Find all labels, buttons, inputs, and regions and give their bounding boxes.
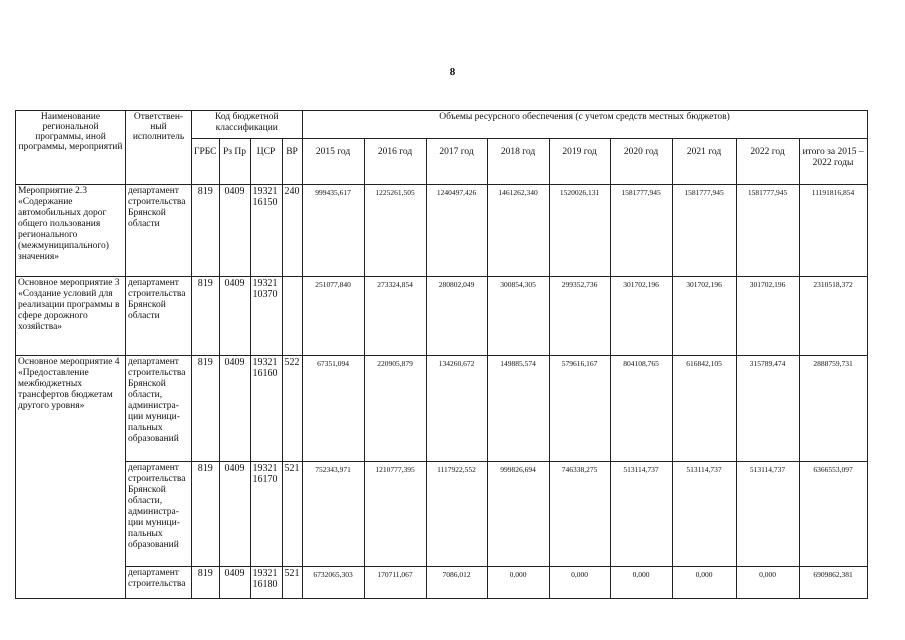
row-grbs: 819	[192, 185, 220, 277]
row-value-2022: 301702,196	[736, 277, 799, 356]
table-row	[16, 185, 868, 277]
header-code-rzpr: Рз Пр	[219, 139, 250, 185]
row-value-2019: 579616,167	[549, 356, 610, 462]
row-value-2016: 1225261,505	[364, 185, 426, 277]
row-value-2015: 6732065,303	[302, 567, 364, 599]
row-value-2015: 999435,617	[302, 185, 364, 277]
header-year-2021: 2021 год	[672, 139, 736, 185]
row-resp: департамент строительства Брянской области, администра-ции муници-пальных образований	[126, 462, 192, 567]
row-value-2017: 134260,672	[426, 356, 487, 462]
row-vr	[282, 277, 302, 356]
row-total: 2310518,372	[799, 277, 867, 356]
row-resp: департамент строительства	[126, 567, 192, 599]
row-rzpr: 0409	[219, 185, 250, 277]
row-value-2016: 220905,879	[364, 356, 426, 462]
row-name: Мероприятие 2.3 «Содержание автомобильных дорог общего пользования регионального (межмуниципального) значения»	[16, 185, 126, 277]
row-vr: 522	[282, 356, 302, 462]
header-code-csr: ЦСР	[250, 139, 282, 185]
row-total: 6909862,381	[799, 567, 867, 599]
row-value-2021: 0,000	[672, 567, 736, 599]
row-csr: 19321 16150	[250, 185, 282, 277]
row-value-2020: 301702,196	[610, 277, 672, 356]
row-resp: департамент строительства Брянской области	[126, 277, 192, 356]
row-csr: 19321 16180	[250, 567, 282, 599]
row-value-2017: 1240497,426	[426, 185, 487, 277]
row-value-2019: 1520026,131	[549, 185, 610, 277]
row-csr: 19321 16160	[250, 356, 282, 462]
header-year-2016: 2016 год	[364, 139, 426, 185]
header-year-2019: 2019 год	[549, 139, 610, 185]
header-code-grbs: ГРБС	[192, 139, 220, 185]
row-value-2021: 616842,105	[672, 356, 736, 462]
row-value-2022: 1581777,945	[736, 185, 799, 277]
row-value-2016: 170711,067	[364, 567, 426, 599]
table-row	[16, 567, 868, 599]
row-grbs: 819	[192, 277, 220, 356]
row-grbs: 819	[192, 356, 220, 462]
row-value-2018: 999826,694	[487, 462, 549, 567]
header-resp-col: Ответствен-ный исполнитель	[126, 111, 192, 185]
row-value-2015: 752343,971	[302, 462, 364, 567]
header-year-2020: 2020 год	[610, 139, 672, 185]
row-value-2015: 67351,094	[302, 356, 364, 462]
row-value-2016: 273324,854	[364, 277, 426, 356]
row-grbs: 819	[192, 567, 220, 599]
row-rzpr: 0409	[219, 356, 250, 462]
row-value-2018: 149885,574	[487, 356, 549, 462]
row-name: Основное мероприятие 3 «Создание условий для реализации программы в сфере дорожного хозяйства»	[16, 277, 126, 356]
header-volume-group: Объемы ресурсного обеспечения (с учетом средств местных бюджетов)	[302, 111, 867, 139]
header-total: итого за 2015 – 2022 годы	[799, 139, 867, 185]
row-total: 2888759,731	[799, 356, 867, 462]
row-value-2020: 513114,737	[610, 462, 672, 567]
row-rzpr: 0409	[219, 277, 250, 356]
header-name-col: Наименование региональной программы, иной программы, мероприятий	[16, 111, 126, 185]
row-value-2019: 746338,275	[549, 462, 610, 567]
row-rzpr: 0409	[219, 462, 250, 567]
header-year-2022: 2022 год	[736, 139, 799, 185]
row-value-2020: 804108,765	[610, 356, 672, 462]
row-value-2017: 280802,049	[426, 277, 487, 356]
row-value-2020: 0,000	[610, 567, 672, 599]
row-total: 11191816,854	[799, 185, 867, 277]
row-value-2018: 300854,305	[487, 277, 549, 356]
row-name: Основное мероприятие 4 «Предоставление межбюджетных трансфертов бюджетам другого уровня»	[16, 356, 126, 599]
row-value-2019: 0,000	[549, 567, 610, 599]
row-value-2018: 1461262,340	[487, 185, 549, 277]
row-value-2019: 299352,736	[549, 277, 610, 356]
row-value-2015: 251077,840	[302, 277, 364, 356]
page-number: 8	[449, 66, 456, 78]
header-year-2018: 2018 год	[487, 139, 549, 185]
row-value-2017: 1117922,552	[426, 462, 487, 567]
budget-table	[15, 110, 868, 599]
row-value-2021: 301702,196	[672, 277, 736, 356]
header-year-2015: 2015 год	[302, 139, 364, 185]
table-row	[16, 356, 868, 462]
row-rzpr: 0409	[219, 567, 250, 599]
row-resp: департамент строительства Брянской области, администра-ции муници-пальных образований	[126, 356, 192, 462]
row-total: 6366553,097	[799, 462, 867, 567]
row-grbs: 819	[192, 462, 220, 567]
row-value-2022: 0,000	[736, 567, 799, 599]
row-csr: 19321 10370	[250, 277, 282, 356]
header-code-vr: ВР	[282, 139, 302, 185]
table-row	[16, 462, 868, 567]
row-value-2021: 513114,737	[672, 462, 736, 567]
row-csr: 19321 16170	[250, 462, 282, 567]
row-value-2016: 1210777,395	[364, 462, 426, 567]
row-value-2018: 0,000	[487, 567, 549, 599]
row-vr: 240	[282, 185, 302, 277]
row-vr: 521	[282, 462, 302, 567]
header-code-group: Код бюджетной классификации	[192, 111, 303, 139]
row-value-2017: 7086,012	[426, 567, 487, 599]
row-value-2021: 1581777,945	[672, 185, 736, 277]
table-row	[16, 277, 868, 356]
row-value-2022: 315789,474	[736, 356, 799, 462]
row-value-2020: 1581777,945	[610, 185, 672, 277]
row-value-2022: 513114,737	[736, 462, 799, 567]
row-vr: 521	[282, 567, 302, 599]
header-year-2017: 2017 год	[426, 139, 487, 185]
row-resp: департамент строительства Брянской области	[126, 185, 192, 277]
